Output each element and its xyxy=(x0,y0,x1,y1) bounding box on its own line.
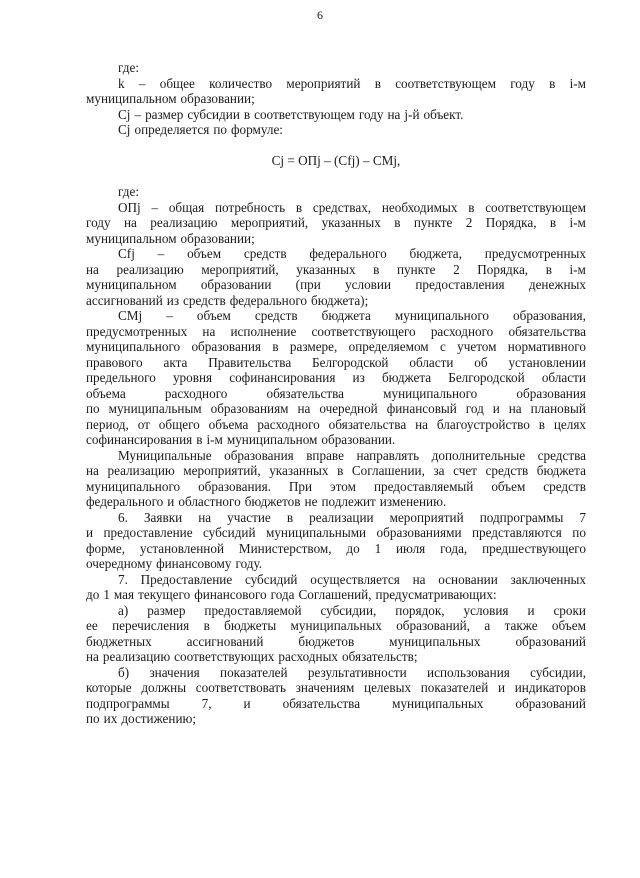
page-number: 6 xyxy=(317,8,323,22)
paragraph-cmj-definition xyxy=(86,308,586,448)
text-line: бюджетных ассигнований бюджетов муниципальных образований xyxy=(86,633,586,649)
paragraph-spacer-1 xyxy=(86,138,586,154)
paragraph-item-6 xyxy=(86,510,586,572)
text-line: муниципального образования. При этом предоставляемый объем средств xyxy=(86,478,586,494)
text-line: федерального и областного бюджетов не подлежит изменению. xyxy=(86,494,447,509)
paragraph-opj-definition xyxy=(86,200,586,247)
text-line: очередному финансовому году. xyxy=(86,556,263,571)
text-line: до 1 мая текущего финансового года Соглашений, предусматривающих: xyxy=(86,587,497,602)
paragraph-cj-formula-intro xyxy=(86,122,586,138)
paragraph-where-label-1 xyxy=(86,60,586,76)
text-line: ее перечисления в бюджеты муниципальных образований, а также объем xyxy=(86,618,586,633)
text-line: ассигнований из средств федерального бюджета); xyxy=(86,292,369,308)
text-line: предельного уровня софинансирования из бюджета Белгородской области xyxy=(86,370,586,385)
text-line: году на реализацию мероприятий, указанных в пункте 2 Порядка, в i-м xyxy=(86,215,586,230)
text-line: на реализацию мероприятий, указанных в Соглашении, за счет средств бюджета xyxy=(86,463,586,478)
paragraph-item-7 xyxy=(86,572,586,603)
text-line: 7. Предоставление субсидий осуществляется на основании заключенных xyxy=(118,571,586,587)
text-line: подпрограммы 7, и обязательства муниципальных образований xyxy=(86,695,586,711)
text-line: ОПj – общая потребность в средствах, необходимых в соответствующем xyxy=(118,199,586,215)
text-line: а) размер предоставляемой субсидии, порядок, условия и сроки xyxy=(118,602,586,618)
text-line: б) значения показателей результативности использования субсидии, xyxy=(118,664,586,680)
paragraph-municipal-additional-funds xyxy=(86,448,586,510)
text-line: на реализацию соответствующих расходных обязательств; xyxy=(86,649,418,664)
paragraph-where-label-2 xyxy=(86,184,586,200)
text-line: CMj – объем средств бюджета муниципального образования, xyxy=(118,308,586,323)
paragraph-spacer-2 xyxy=(86,169,586,185)
document-body xyxy=(86,60,586,727)
text-line: Cfj – объем средств федерального бюджета, предусмотренных xyxy=(118,246,586,261)
text-line: 6. Заявки на участие в реализации мероприятий подпрограммы 7 xyxy=(118,509,586,525)
paragraph-cj-definition xyxy=(86,107,586,123)
text-line: на реализацию мероприятий, указанных в пункте 2 Порядка, в i-м xyxy=(86,261,586,277)
text-line: Cj определяется по формуле: xyxy=(118,122,283,137)
paragraph-cfj-definition xyxy=(86,246,586,308)
text-line: по муниципальным образованиям на очередной финансовый год и на плановый xyxy=(86,401,586,416)
text-line: правового акта Правительства Белгородской области об установлении xyxy=(86,354,586,370)
text-line: период, от общего объема расходного обязательства на благоустройство в целях xyxy=(86,416,586,432)
text-line: по их достижению; xyxy=(86,711,197,726)
text-line: объема расходного обязательства муниципального образования xyxy=(86,385,586,401)
text-line: Cj = ОПj – (Cfj) – CMj, xyxy=(271,153,401,168)
text-line: софинансирования в i-м муниципальном образовании. xyxy=(86,432,396,447)
paragraph-formula xyxy=(86,153,586,169)
text-line: k – общее количество мероприятий в соответствующем году в i-м xyxy=(118,75,586,91)
text-line: Cj – размер субсидии в соответствующем году на j-й объект. xyxy=(118,106,464,122)
text-line: муниципальном образовании; xyxy=(86,91,255,106)
text-line: Муниципальные образования вправе направлять дополнительные средства xyxy=(118,447,586,463)
text-line: которые должны соответствовать значениям целевых показателей и индикаторов xyxy=(86,680,586,695)
text-line: где: xyxy=(118,184,139,199)
text-line: муниципальном образовании; xyxy=(86,230,255,246)
paragraph-k-definition xyxy=(86,76,586,107)
paragraph-item-7b xyxy=(86,665,586,727)
paragraph-item-7a xyxy=(86,603,586,665)
text-line: и предоставление субсидий муниципальными образованиями представляются по xyxy=(86,525,586,540)
text-line: муниципального образования в размере, определяемом с учетом нормативного xyxy=(86,339,586,354)
text-line: муниципальном образовании (при условии предоставления денежных xyxy=(86,277,586,292)
text-line: форме, установленной Министерством, до 1 июля года, предшествующего xyxy=(86,540,586,556)
text-line: где: xyxy=(118,60,139,75)
text-line: предусмотренных на исполнение соответствующего расходного обязательства xyxy=(86,323,586,339)
